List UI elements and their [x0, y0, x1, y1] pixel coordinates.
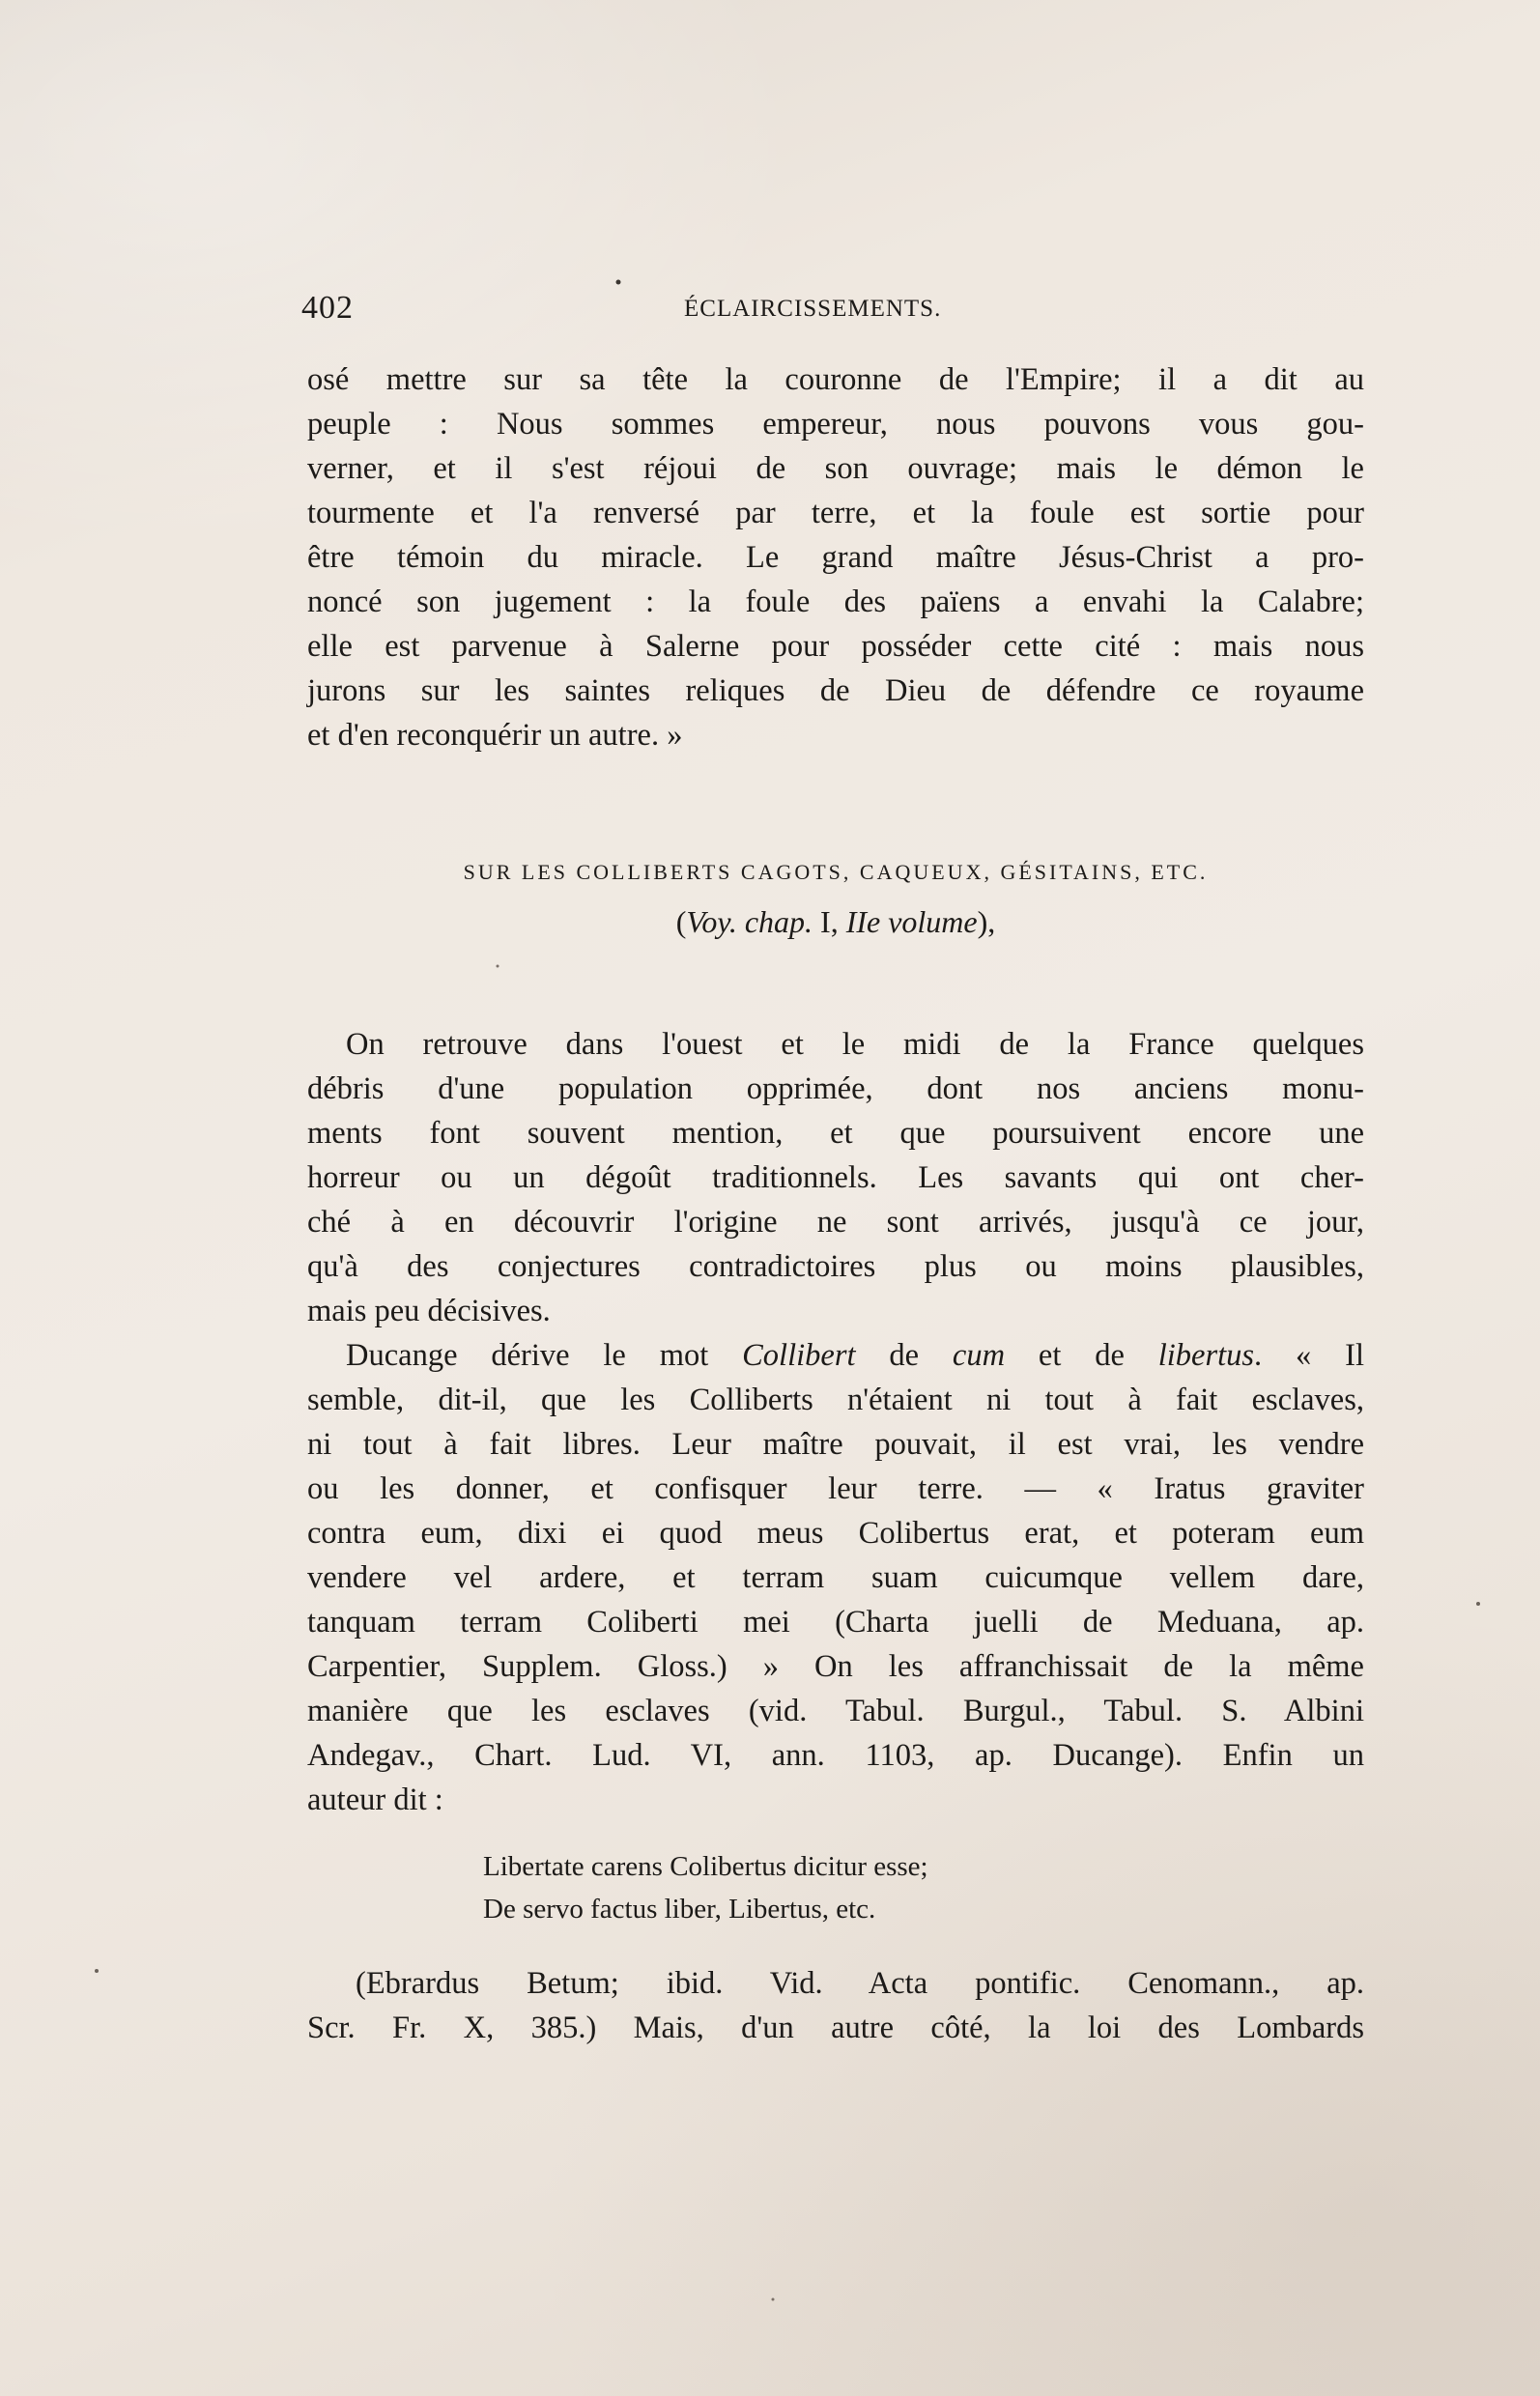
text-line: être témoin du miracle. Le grand maître Jésus-Christ a pro- — [307, 540, 1364, 575]
text-line — [307, 1333, 1364, 1378]
italic-word: cum — [952, 1338, 1006, 1373]
text-line: auteur dit : — [307, 1783, 443, 1817]
text-line: osé mettre sur sa tête la couronne de l'Empire; il a dit au — [307, 362, 1364, 397]
italic-word: Collibert — [742, 1338, 856, 1373]
subtitle-close: ), — [977, 904, 996, 939]
text-run: Ducange dérive le mot — [346, 1338, 743, 1373]
text-line: jurons sur les saintes reliques de Dieu de défendre ce royaume — [307, 673, 1364, 708]
text-line: ni tout à fait libres. Leur maître pouvait, il est vrai, les vendre — [307, 1427, 1364, 1462]
subtitle-roman: I, — [813, 904, 846, 939]
verse-quotation — [483, 1845, 1256, 1930]
paragraph-1 — [307, 1022, 1364, 1333]
text-line: noncé son jugement : la foule des païens a envahi la Calabre; — [307, 585, 1364, 619]
text-run: et de — [1005, 1338, 1158, 1373]
text-run: . « Il — [1254, 1338, 1364, 1373]
paragraph-3 — [307, 1961, 1364, 2050]
text-line: mais peu décisives. — [307, 1294, 551, 1328]
subtitle-open: ( — [675, 904, 687, 939]
text-line: Scr. Fr. X, 385.) Mais, d'un autre côté, la loi des Lombards — [307, 2011, 1364, 2045]
text-line: manière que les esclaves (vid. Tabul. Burgul., Tabul. S. Albini — [307, 1694, 1364, 1728]
text-line: tanquam terram Coliberti mei (Charta juelli de Meduana, ap. — [307, 1605, 1364, 1640]
text-line: débris d'une population opprimée, dont nos anciens monu- — [307, 1071, 1364, 1106]
text-line: elle est parvenue à Salerne pour posséder cette cité : mais nous — [307, 629, 1364, 664]
verse-line: De servo factus liber, Libertus, etc. — [483, 1894, 876, 1925]
subtitle-italic-volume: IIe volume — [845, 904, 978, 939]
text-line: vendere vel ardere, et terram suam cuicumque vellem dare, — [307, 1560, 1364, 1595]
paper-speck — [616, 280, 621, 285]
verse-line: Libertate carens Colibertus dicitur esse; — [483, 1851, 928, 1882]
page-number: 402 — [301, 290, 354, 326]
section-subtitle — [307, 904, 1364, 940]
text-line: peuple : Nous sommes empereur, nous pouvons vous gou- — [307, 407, 1364, 442]
text-line: verner, et il s'est réjoui de son ouvrage; mais le démon le — [307, 451, 1364, 486]
paragraph-2 — [307, 1333, 1364, 1822]
text-line: et d'en reconquérir un autre. » — [307, 718, 683, 753]
subtitle-italic-ref: Voy. chap. — [686, 904, 813, 939]
text-line: (Ebrardus Betum; ibid. Vid. Acta pontific. Cenomann., ap. — [356, 1966, 1364, 2001]
text-line: horreur ou un dégoût traditionnels. Les savants qui ont cher- — [307, 1160, 1364, 1195]
running-head — [301, 290, 1364, 336]
running-title: ÉCLAIRCISSEMENTS. — [684, 296, 942, 322]
text-line: tourmente et l'a renversé par terre, et la foule est sortie pour — [307, 496, 1364, 530]
text-line: Andegav., Chart. Lud. VI, ann. 1103, ap. Ducange). Enfin un — [307, 1738, 1364, 1773]
text-line: ou les donner, et confisquer leur terre. — « Iratus graviter — [307, 1471, 1364, 1506]
text-line: ché à en découvrir l'origine ne sont arrivés, jusqu'à ce jour, — [307, 1205, 1364, 1240]
text-run: de — [855, 1338, 953, 1373]
text-line: qu'à des conjectures contradictoires plus ou moins plausibles, — [307, 1249, 1364, 1284]
section-title: SUR LES COLLIBERTS CAGOTS, CAQUEUX, GÉSITAINS, ETC. — [463, 860, 1209, 884]
top-paragraph — [307, 357, 1364, 757]
text-line: Carpentier, Supplem. Gloss.) » On les affranchissait de la même — [307, 1649, 1364, 1684]
paper-speck — [95, 1969, 99, 1973]
paper-speck — [1476, 1602, 1480, 1606]
paper-speck — [497, 965, 499, 968]
italic-word: libertus — [1157, 1338, 1255, 1373]
text-line: On retrouve dans l'ouest et le midi de la France quelques — [346, 1027, 1364, 1062]
text-line: semble, dit-il, que les Colliberts n'étaient ni tout à fait esclaves, — [307, 1383, 1364, 1417]
text-line: ments font souvent mention, et que poursuivent encore une — [307, 1116, 1364, 1151]
text-line: contra eum, dixi ei quod meus Colibertus erat, et poteram eum — [307, 1516, 1364, 1551]
paper-speck — [772, 2298, 775, 2301]
